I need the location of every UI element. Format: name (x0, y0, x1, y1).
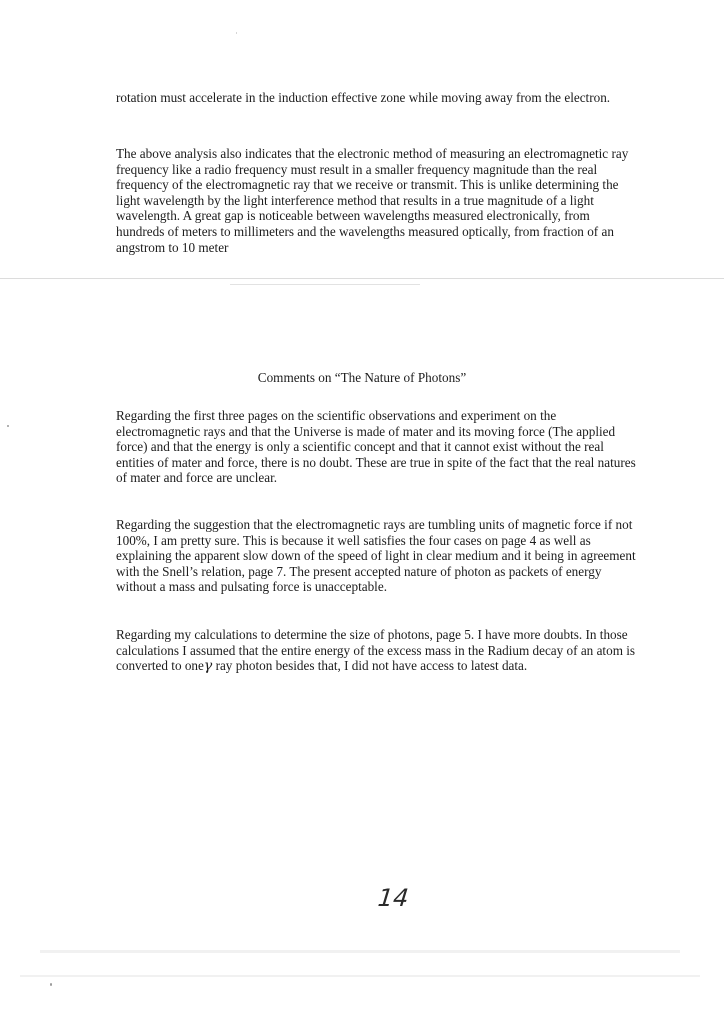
paragraph-text: Regarding the suggestion that the electromagnetic rays are tumbling units of magnetic force if not 100%, I am pretty sure. This is because it well satisfies the four cases on page 4 as well as explaining the apparent slow down of the speed of light in clear medium and it being in agreement with the Snell’s relation, page 7. The present accepted nature of photon as packets of energy without a mass and pulsating force is unacceptable. (116, 517, 636, 595)
paragraph-text (116, 627, 636, 675)
paragraph-tumbling-units (116, 517, 636, 595)
paragraph-text: The above analysis also indicates that the electronic method of measuring an electromagnetic ray frequency like a radio frequency must result in a smaller frequency magnitude than the real frequency of the electromagnetic ray that we receive or transmit. This is unlike determining the light wavelength by the light interference method that results in a true magnitude of a light wavelength. A great gap is noticeable between wavelengths measured electronically, from hundreds of meters to millimeters and the wavelengths measured optically, from fraction of an angstrom to 10 meter (116, 146, 629, 255)
paragraph-calculations (116, 627, 636, 675)
gamma-symbol: γ (203, 658, 213, 675)
scan-artifact (20, 975, 700, 977)
paragraph-first-three-pages (116, 408, 636, 486)
section-heading: Comments on “The Nature of Photons” (257, 370, 467, 385)
scan-speck (236, 32, 237, 34)
paragraph-text: rotation must accelerate in the induction effective zone while moving away from the electron. (116, 90, 611, 105)
scan-speck (7, 425, 9, 427)
scan-speck (50, 983, 52, 986)
scan-fold-line (0, 278, 724, 279)
paragraph-text-part: Regarding my calculations to determine the size of photons, page 5. I have more doubts. In those calculations I assumed that the entire energy of the excess mass in the Radium decay of an atom is converted to one (116, 627, 636, 674)
paragraph-analysis (116, 146, 636, 255)
scan-fold-line-faint (230, 284, 420, 285)
paragraph-text-part: ray photon besides that, I did not have access to latest data. (212, 658, 528, 674)
paragraph-text: Regarding the first three pages on the scientific observations and experiment on the electromagnetic rays and that the Universe is made of mater and its moving force (The applied force) and that the energy is only a scientific concept and that it cannot exist without the real entities of mater and force, there is no doubt. These are true in spite of the fact that the real natures of mater and force are unclear. (116, 408, 636, 486)
scan-artifact (40, 950, 680, 953)
handwritten-page-number: 14 (376, 884, 411, 912)
paragraph-rotation (116, 90, 636, 106)
